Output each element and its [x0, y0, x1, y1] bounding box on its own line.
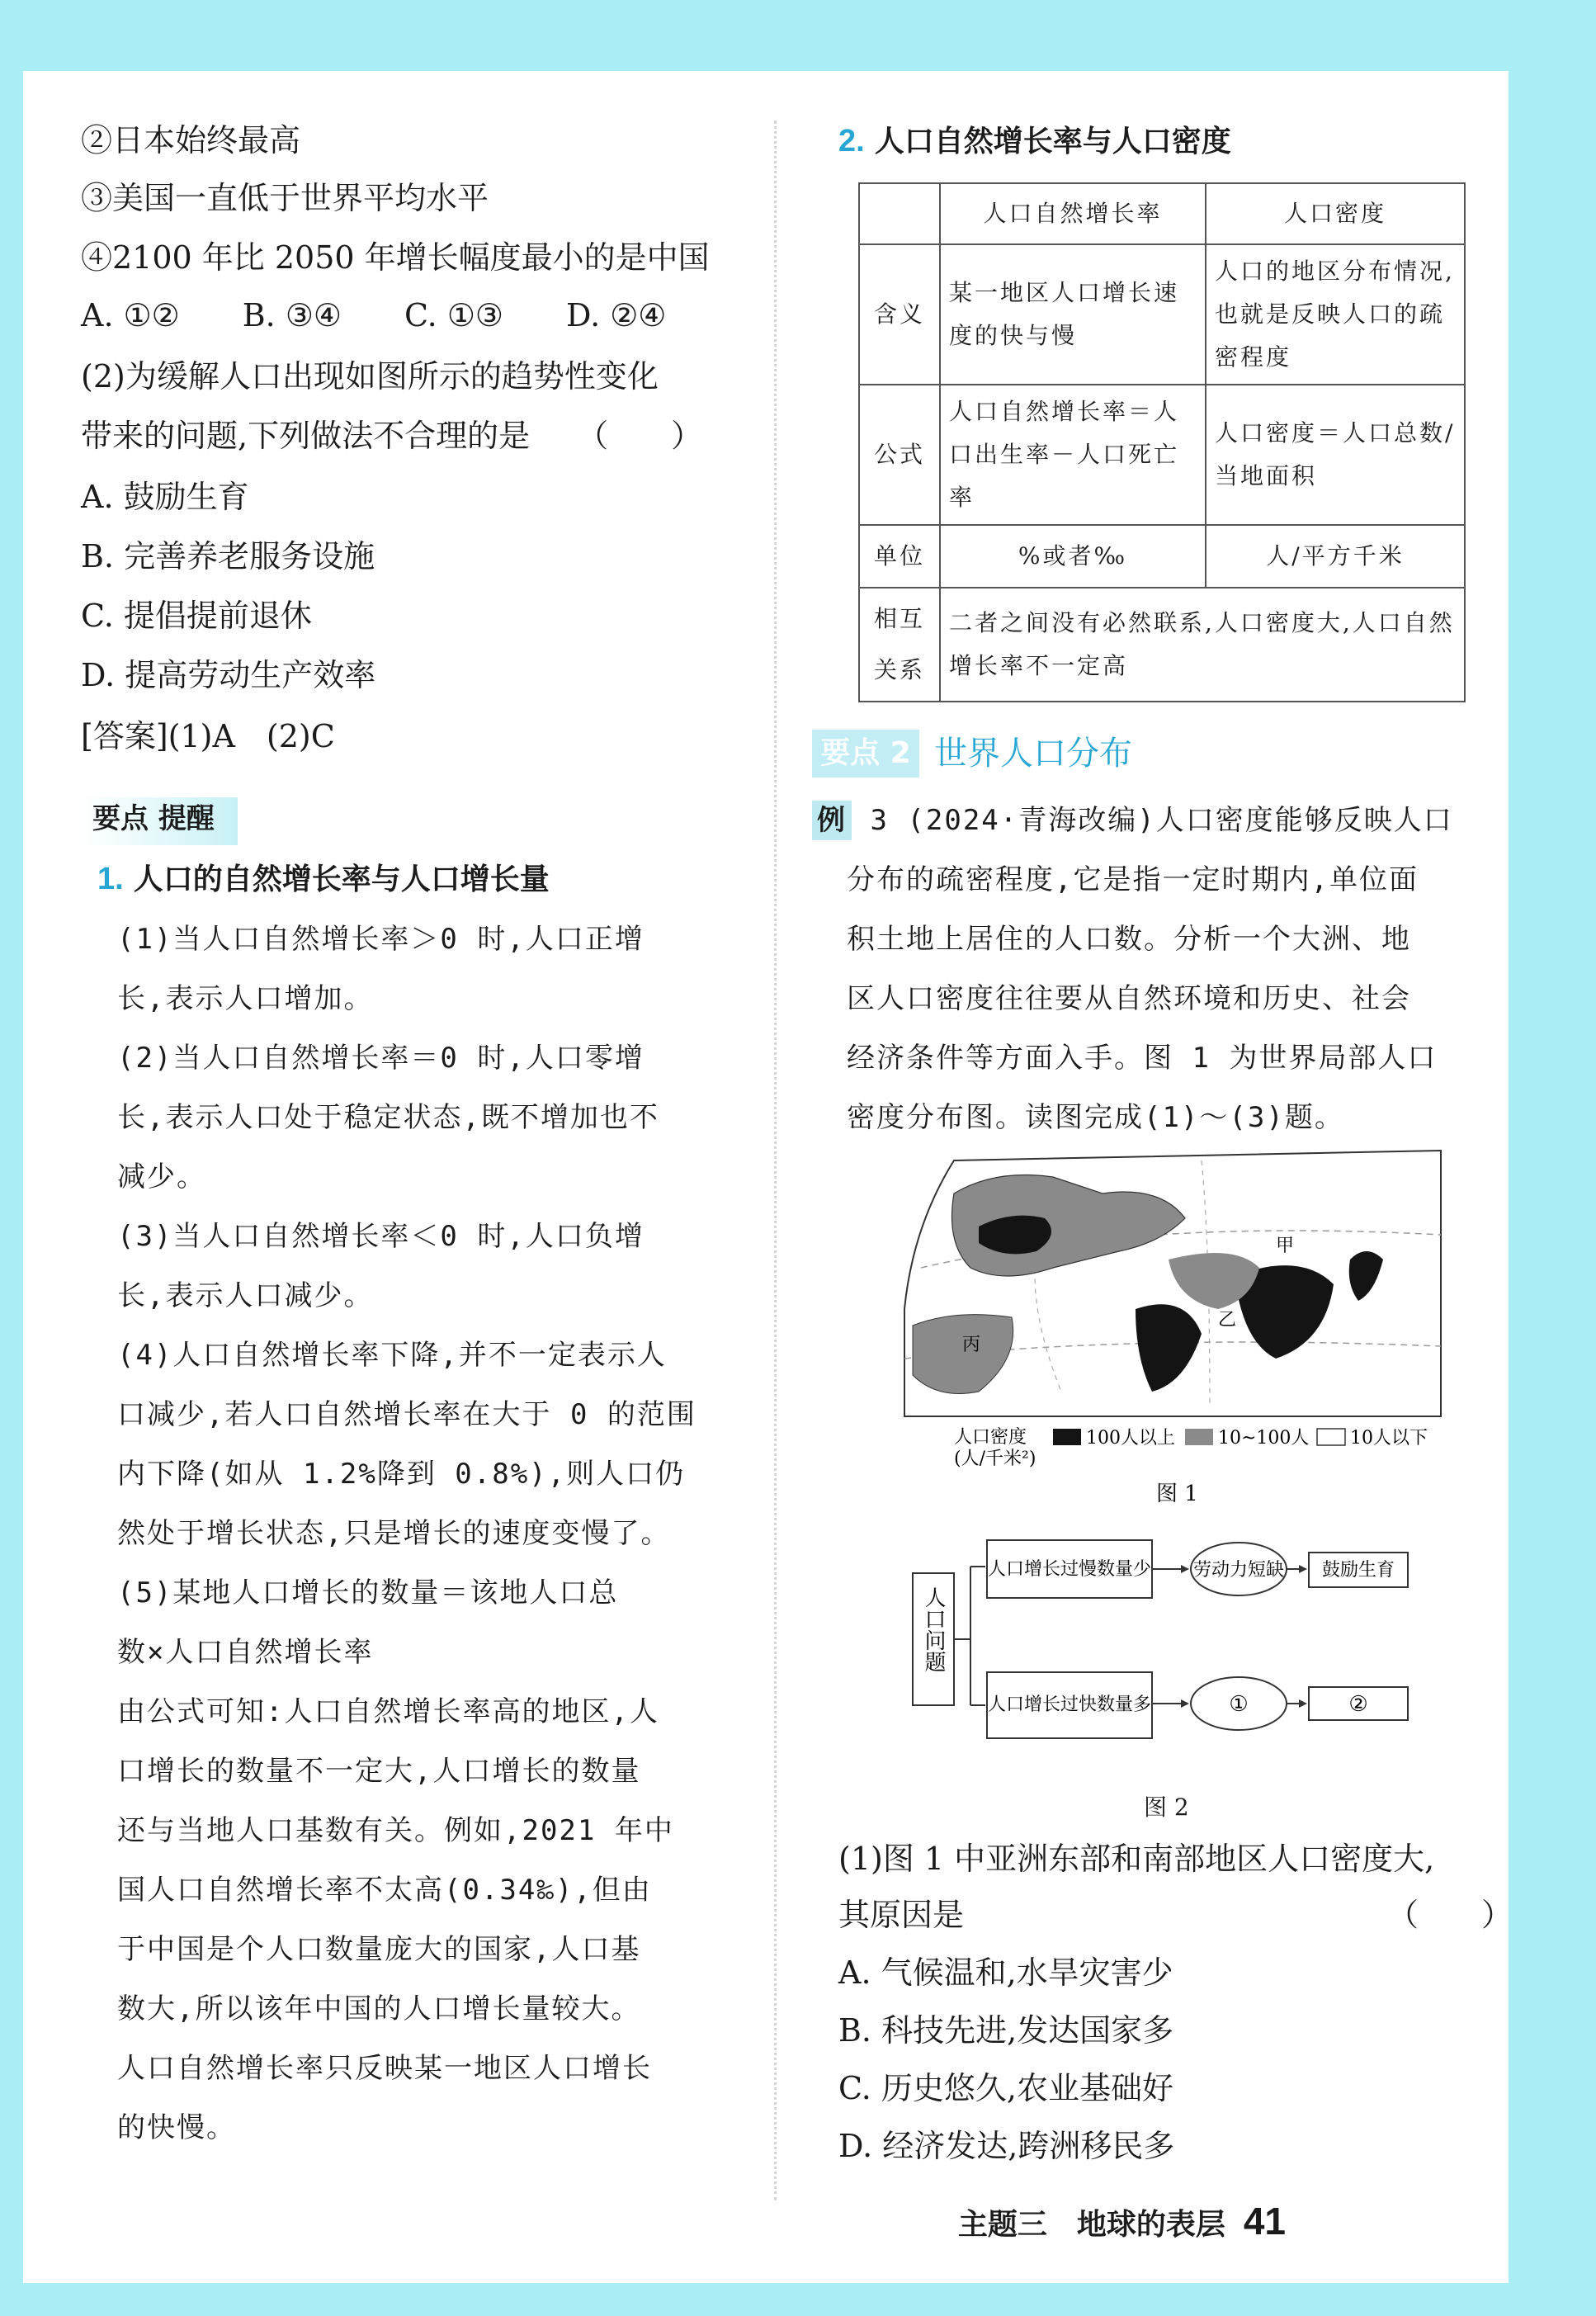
- body-line: 内下降(如从 1.2%降到 0.8%),则人口仍: [117, 1458, 686, 1491]
- body-line: 然处于增长状态,只是增长的速度变慢了。: [117, 1517, 671, 1550]
- legend-label-mid: 10~100人: [1218, 1428, 1310, 1449]
- option-line: ③美国一直低于世界平均水平: [81, 180, 489, 216]
- table-header-row: [859, 183, 1465, 244]
- choice-d: D. 经济发达,跨洲移民多: [838, 2128, 1175, 2164]
- legend-swatch-high: [1053, 1429, 1081, 1445]
- tip-header: 要点 提醒: [92, 802, 215, 835]
- legend-label-low: 10人以下: [1350, 1428, 1428, 1449]
- legend-swatch-low: [1317, 1429, 1345, 1445]
- table-cell: 人口的地区分布情况,也就是反映人口的疏密程度: [1206, 244, 1465, 385]
- region-label-jia: 甲: [1276, 1236, 1295, 1256]
- legend-label-high: 100人以上: [1086, 1428, 1175, 1449]
- example-first-line: [812, 801, 1453, 840]
- flow-slow-label: 人口增长过慢数量少: [987, 1559, 1152, 1580]
- table-row: [859, 385, 1465, 525]
- table-cell: 人口自然增长率＝人口出生率－人口死亡率: [940, 385, 1206, 525]
- choice-c: C. 历史悠久,农业基础好: [838, 2070, 1173, 2106]
- population-flow-chart: [904, 1532, 1416, 1751]
- legend-swatch-mid: [1185, 1429, 1213, 1445]
- table-cell: 二者之间没有必然联系,人口密度大,人口自然增长率不一定高: [940, 588, 1465, 702]
- flow-blank-1: ①: [1229, 1692, 1249, 1717]
- body-line: 的快慢。: [117, 2111, 236, 2144]
- choice-c: C. 提倡提前退休: [81, 598, 312, 634]
- table-header-cell: 人口自然增长率: [940, 183, 1206, 244]
- row-label: 相互关系: [859, 588, 940, 702]
- page-footer: [958, 2199, 1286, 2243]
- table-row: [859, 525, 1465, 588]
- example-line: 积土地上居住的人口数。分析一个大洲、地: [847, 923, 1411, 956]
- key-point-badge: 要点 2: [812, 730, 919, 778]
- section-heading-2: [838, 121, 1231, 162]
- body-line: 由公式可知:人口自然增长率高的地区,人: [117, 1695, 659, 1728]
- choice-b: B. 完善养老服务设施: [81, 538, 375, 574]
- choice-d: D. 提高劳动生产效率: [81, 657, 376, 693]
- body-line: (3)当人口自然增长率＜0 时,人口负增: [117, 1220, 645, 1253]
- flow-labor-label: 劳动力短缺: [1192, 1560, 1285, 1581]
- comparison-table: [858, 182, 1466, 702]
- section-heading-1: [97, 858, 550, 900]
- question-line: (1)图 1 中亚洲东部和南部地区人口密度大,: [838, 1841, 1435, 1877]
- example-line: 密度分布图。读图完成(1)～(3)题。: [847, 1101, 1344, 1134]
- example-badge: 例: [812, 801, 852, 840]
- body-line: 口增长的数量不一定大,人口增长的数量: [117, 1755, 641, 1788]
- choice-a: A. 鼓励生育: [81, 479, 249, 515]
- legend-title: 人口密度: [954, 1427, 1027, 1448]
- page: [23, 71, 1513, 2283]
- example-line: 区人口密度往往要从自然环境和历史、社会: [847, 982, 1411, 1015]
- example-line: 经济条件等方面入手。图 1 为世界局部人口: [847, 1042, 1438, 1075]
- table-cell: 人/平方千米: [1206, 525, 1465, 588]
- flow-root-label: 人口问题: [921, 1586, 946, 1672]
- option-line: ④2100 年比 2050 年增长幅度最小的是中国: [81, 239, 710, 276]
- question-line: (2)为缓解人口出现如图所示的趋势性变化: [81, 358, 659, 395]
- body-line: 减少。: [117, 1160, 206, 1193]
- body-line: 数×人口自然增长率: [117, 1636, 374, 1669]
- body-line: 于中国是个人口数量庞大的国家,人口基: [117, 1933, 641, 1966]
- table-row: [859, 244, 1465, 385]
- body-line: 长,表示人口处于稳定状态,既不增加也不: [117, 1101, 659, 1134]
- population-density-map: [888, 1144, 1449, 1507]
- figure-caption-1: 图 1: [1156, 1482, 1198, 1506]
- body-line: (5)某地人口增长的数量＝该地人口总: [117, 1576, 619, 1609]
- table-row: [859, 588, 1465, 702]
- table-header-cell: 人口密度: [1206, 183, 1465, 244]
- flow-arrowhead: [1181, 1565, 1189, 1573]
- figure-caption-2: 图 2: [1144, 1794, 1189, 1821]
- flow-arrowhead: [1181, 1699, 1189, 1708]
- table-cell: 某一地区人口增长速度的快与慢: [940, 244, 1206, 385]
- example-text: 3 (2024·青海改编)人口密度能够反映人口: [852, 804, 1453, 837]
- body-line: 长,表示人口减少。: [117, 1279, 374, 1312]
- legend-unit: (人/千米²): [954, 1449, 1036, 1469]
- body-line: (2)当人口自然增长率＝0 时,人口零增: [117, 1042, 645, 1075]
- heading-number: 1.: [97, 862, 124, 896]
- flow-arrowhead: [1299, 1699, 1307, 1708]
- body-line: (1)当人口自然增长率＞0 时,人口正增: [117, 923, 645, 956]
- row-label: 公式: [859, 385, 940, 525]
- example-line: 分布的疏密程度,它是指一定时期内,单位面: [847, 863, 1419, 896]
- region-label-bing: 丙: [962, 1335, 981, 1355]
- flow-fast-label: 人口增长过快数量多: [987, 1694, 1152, 1715]
- choice-b: B. 科技先进,发达国家多: [838, 2012, 1174, 2049]
- body-line: 还与当地人口基数有关。例如,2021 年中: [117, 1814, 674, 1847]
- row-label: 单位: [859, 525, 940, 588]
- heading-number: 2.: [838, 124, 865, 158]
- body-line: 数大,所以该年中国的人口增长量较大。: [117, 1992, 641, 2025]
- heading-text: 人口的自然增长率与人口增长量: [133, 863, 550, 896]
- page-number: 41: [1243, 2200, 1286, 2243]
- choices-line: A. ①② B. ③④ C. ①③ D. ②④: [81, 297, 667, 333]
- column-divider: [774, 121, 777, 2200]
- key-point-title: 世界人口分布: [934, 735, 1132, 773]
- footer-topic: 主题三 地球的表层: [957, 2208, 1225, 2242]
- body-line: 国人口自然增长率不太高(0.34‰),但由: [117, 1874, 652, 1907]
- row-label: 含义: [859, 244, 940, 385]
- flow-arrowhead: [1299, 1565, 1307, 1573]
- body-line: 长,表示人口增加。: [117, 982, 374, 1015]
- body-line: (4)人口自然增长率下降,并不一定表示人: [117, 1339, 667, 1372]
- heading-text: 人口自然增长率与人口密度: [874, 125, 1231, 158]
- flow-encourage-label: 鼓励生育: [1321, 1560, 1395, 1581]
- region-label-yi: 乙: [1218, 1310, 1237, 1331]
- flow-blank-2: ②: [1348, 1692, 1368, 1717]
- answer-line: [答案](1)A (2)C: [81, 718, 335, 754]
- table-cell: %或者‰: [940, 525, 1206, 588]
- question-line: 带来的问题,下列做法不合理的是 （ ）: [81, 418, 703, 454]
- body-line: 口减少,若人口自然增长率在大于 0 的范围: [117, 1398, 696, 1431]
- choice-a: A. 气候温和,水旱灾害少: [838, 1954, 1173, 1991]
- body-line: 人口自然增长率只反映某一地区人口增长: [117, 2052, 652, 2085]
- option-line: ②日本始终最高: [81, 122, 301, 158]
- table-cell: 人口密度＝人口总数/当地面积: [1206, 385, 1465, 525]
- table-corner-cell: [859, 183, 940, 244]
- question-line: 其原因是 （ ）: [838, 1897, 1513, 1933]
